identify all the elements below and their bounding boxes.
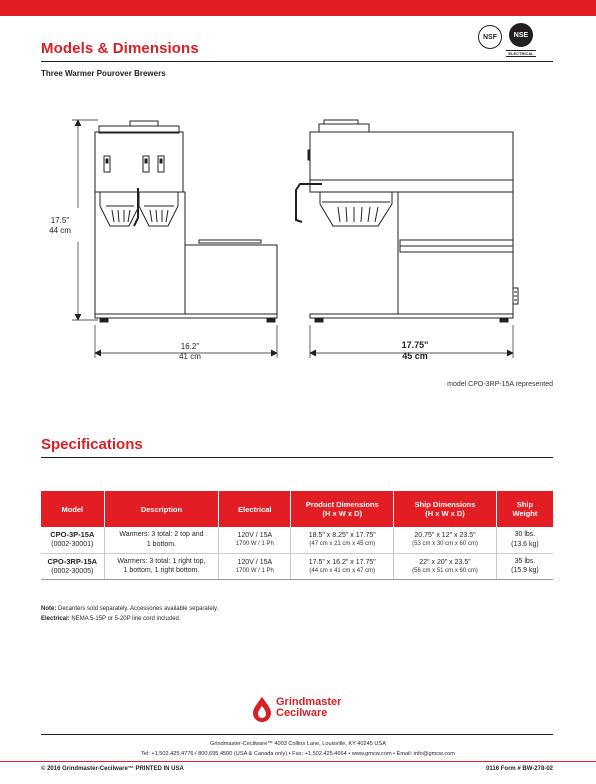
product-dims-sub: (H x W x D): [322, 509, 363, 518]
col-ship-weight: [496, 491, 553, 527]
nse-cert-icon: [509, 23, 533, 47]
spec-divider: [41, 457, 553, 458]
description-cell: [104, 553, 219, 580]
depth-in: 17.75": [401, 340, 429, 350]
dims-in: 22" x 20" x 23.5": [419, 558, 471, 566]
model-code: (0002-30005): [51, 567, 94, 575]
elec-line: 120V / 15A: [237, 532, 273, 540]
elec-line: 1700 W / 1 Ph: [235, 568, 274, 575]
width-dimension: [155, 342, 225, 362]
grindmaster-logo: [251, 694, 371, 724]
weight-cell: [496, 553, 553, 580]
dims-in: 20.75" x 12" x 23.5": [414, 532, 476, 540]
footer-contact: Tel: +1.502.425.4776 / 800.695.4500 (USA & Canada only) • Fax: +1.502.425.4664 • www.gmcw.com • Email: info@gmcw.com: [141, 751, 455, 757]
col-model: Model: [41, 491, 104, 527]
weight-kg: (15.9 kg): [511, 567, 539, 575]
weight-lb: 30 lbs.: [514, 531, 536, 539]
page-subtitle: Three Warmer Pourover Brewers: [41, 69, 166, 78]
nse-cert-text: NSE: [513, 31, 529, 39]
specifications-title: Specifications: [41, 436, 143, 453]
footer-divider: [41, 734, 553, 735]
height-in: 17.5": [50, 216, 70, 225]
elec-line: 120V / 15A: [237, 558, 273, 566]
ship-weight-sub: Weight: [512, 509, 538, 518]
side-view-drawing: [296, 120, 518, 322]
table-row: [41, 527, 553, 553]
depth-cm: 45 cm: [402, 351, 428, 361]
electrical-label: Electrical:: [41, 616, 70, 622]
front-view-drawing: [95, 121, 277, 322]
elec-line: 1700 W / 1 Ph: [235, 541, 274, 548]
weight-cell: [496, 527, 553, 553]
height-dimension: [40, 216, 80, 236]
weight-lb: 35 lbs.: [514, 557, 536, 565]
bottom-red-rule: [0, 761, 596, 762]
depth-dimension: [375, 340, 455, 362]
desc-line: Warmers: 3 total: 1 right top,: [117, 557, 206, 565]
electrical-cell: [219, 553, 291, 580]
ship-dims-cell: [394, 527, 497, 553]
table-row: [41, 553, 553, 580]
nse-cert-label: ELECTRICAL: [506, 50, 536, 57]
ship-dims-sub: (H x W x D): [425, 509, 465, 518]
nsf-cert-icon: [478, 25, 502, 49]
note-label: Note:: [41, 606, 57, 612]
model-cell: [41, 527, 104, 553]
logo-text: [276, 697, 341, 719]
note-line: [41, 604, 218, 614]
ship-weight-label: Ship: [516, 500, 534, 509]
electrical-cell: [219, 527, 291, 553]
ship-dims-cell: [394, 553, 497, 580]
product-dims-cell: [291, 553, 394, 580]
weight-kg: (13.6 kg): [511, 540, 539, 548]
specifications-table: [41, 491, 553, 580]
col-description: Description: [104, 491, 219, 527]
dims-cm: (53 cm x 30 cm x 60 cm): [412, 541, 478, 548]
top-red-bar: [0, 0, 596, 16]
electrical-text: NEMA 5-15P or 5-20P line cord included.: [71, 616, 181, 622]
notes: [41, 604, 218, 624]
dims-cm: (47 cm x 21 cm x 45 cm): [309, 541, 376, 548]
width-in: 16.2": [180, 342, 200, 351]
desc-line: 1 bottom, 1 right bottom.: [123, 567, 200, 575]
dims-in: 17.5" x 16.2" x 17.75": [308, 558, 376, 566]
electrical-note-line: [41, 614, 218, 624]
col-ship-dims: [394, 491, 497, 527]
model-code: (0002-30001): [51, 541, 94, 549]
model-name: CPO-3P-15A: [50, 530, 95, 539]
col-product-dims: [291, 491, 394, 527]
nsf-cert-text: NSF: [483, 33, 497, 41]
brewer-drawings: [40, 110, 560, 370]
dims-cm: (56 cm x 51 cm x 60 cm): [412, 568, 478, 575]
drawing-caption: model CPO-3RP-15A represented: [447, 381, 553, 388]
logo-line1: Grindmaster: [276, 696, 342, 708]
desc-line: 1 bottom.: [146, 540, 177, 548]
logo-line2: Cecilware: [276, 707, 328, 719]
product-dims-cell: [291, 527, 394, 553]
footer-copyright: © 2016 Grindmaster-Cecilware™ PRINTED IN USA: [41, 766, 184, 772]
col-electrical: Electrical: [219, 491, 291, 527]
dimension-lines: [72, 120, 513, 358]
table-header-row: [41, 491, 553, 527]
height-cm: 44 cm: [49, 226, 71, 235]
product-dims-label: Product Dimensions: [305, 500, 379, 509]
model-cell: [41, 553, 104, 580]
title-divider: [41, 61, 553, 62]
ship-dims-label: Ship Dimensions: [414, 500, 476, 509]
footer-form-number: 0116 Form # BW-278-02: [486, 766, 553, 772]
drops-logo-icon: [251, 696, 273, 722]
note-text: Decanters sold separately. Accessories available separately.: [58, 606, 219, 612]
footer-address: Grindmaster-Cecilware™ 4003 Collins Lane, Louisville, KY 40245 USA: [210, 741, 386, 747]
dims-cm: (44 cm x 41 cm x 47 cm): [309, 568, 376, 575]
desc-line: Warmers: 3 total: 2 top and: [119, 531, 204, 539]
width-cm: 41 cm: [179, 352, 201, 361]
dims-in: 18.5" x 8.25" x 17.75": [308, 532, 376, 540]
page-title: Models & Dimensions: [41, 40, 199, 57]
description-cell: [104, 527, 219, 553]
model-name: CPO-3RP-15A: [47, 556, 98, 566]
